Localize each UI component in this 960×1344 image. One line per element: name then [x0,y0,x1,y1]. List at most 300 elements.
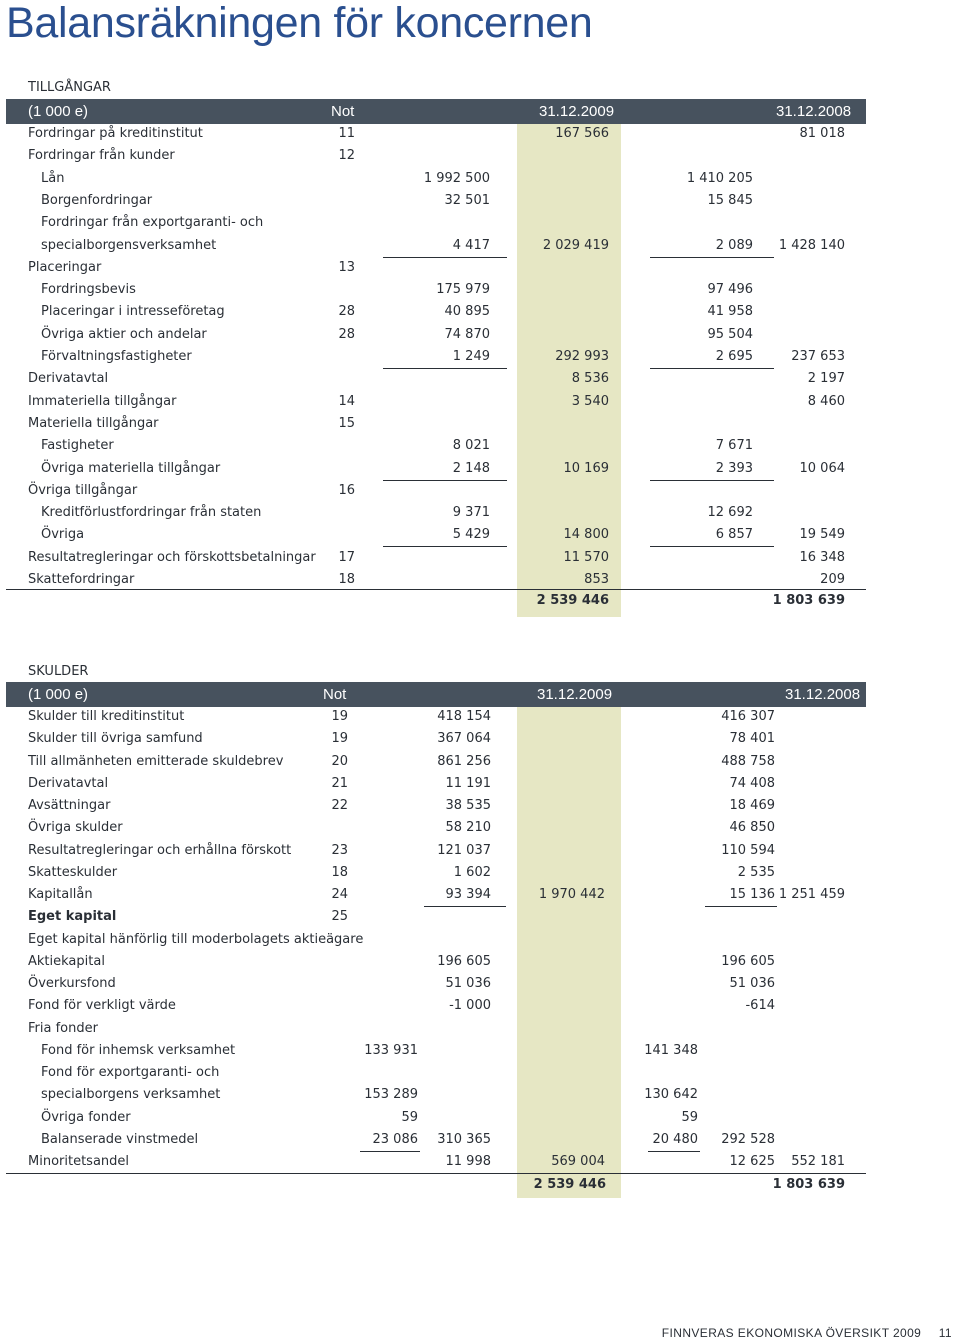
row-value-d [745,795,845,817]
row-note: 22 [331,798,348,813]
row-value-d [745,145,845,167]
row-note [315,235,355,257]
row-value-d [745,773,845,795]
row-label: Fordringar från kunder [28,148,175,164]
row-value-a: 58 210 [445,820,491,836]
row-value-d [745,1018,845,1040]
row-value-d [745,840,845,862]
row-value-a [390,391,490,413]
row-note: 13 [338,259,355,275]
row-value-d [745,951,845,973]
table-row [0,368,960,390]
row-value-a [391,1062,491,1084]
row-label: Fria fonder [28,1020,98,1036]
row-value-b [505,795,605,817]
row-note: 19 [331,709,348,724]
row-value-b [505,1062,605,1084]
row-label: Materiella tillgångar [28,415,159,431]
row-value-b: 1 970 442 [538,887,605,902]
row-value-a: 93 394 [445,887,491,902]
assets-header-note: Not [331,103,355,120]
table-row [0,524,960,546]
table-row [0,1129,960,1151]
row-label: Placeringar i intresseföretag [41,304,225,320]
row-value-e: 59 [401,1109,418,1125]
row-label: Skatteskulder [28,864,118,880]
row-note: 17 [338,549,355,565]
liabilities-header-2008: 31.12.2008 [785,686,861,703]
row-value-a [391,1018,491,1040]
page-footer [662,1326,952,1340]
row-value-b: 569 004 [551,1154,605,1169]
row-value-d [745,190,845,212]
row-value-d: 237 653 [791,349,845,364]
row-note [315,435,355,457]
row-value-c: 41 958 [707,304,753,320]
row-note: 12 [338,148,355,164]
row-value-b: 292 993 [555,349,609,364]
row-note: 11 [338,126,355,141]
row-value-a: 1 602 [453,864,491,880]
row-label: Förvaltningsfastigheter [41,349,192,364]
row-label: Eget kapital [28,909,117,925]
table-row [0,817,960,839]
row-value-b: 853 [584,572,609,587]
row-note: 14 [338,393,355,409]
row-value-b [505,1084,605,1106]
row-value-c: 15 845 [707,192,753,208]
row-label: Övriga skulder [28,820,123,836]
table-row [0,413,960,435]
table-row [0,145,960,167]
table-row [0,435,960,457]
row-value-b [505,1129,605,1151]
table-row [0,391,960,413]
row-label: Fond för inhemsk verksamhet [41,1042,236,1058]
row-value-a [390,145,490,167]
assets-total-row [0,590,960,612]
row-value-a: 1 249 [452,349,490,364]
row-value-f: 59 [681,1109,698,1125]
row-value-b [509,324,609,346]
row-label: Fastigheter [41,438,114,454]
row-value-b [509,212,609,234]
row-value-a [390,569,490,591]
row-value-d [745,1062,845,1084]
row-value-b [509,145,609,167]
row-note: 23 [331,842,348,858]
row-value-d [745,279,845,301]
table-row [0,906,960,928]
row-value-d [745,413,845,435]
row-value-d [745,817,845,839]
row-label: specialborgens verksamhet [41,1087,221,1103]
row-value-a: 4 417 [452,237,490,253]
row-value-a: 40 895 [444,304,490,320]
table-row [0,1151,960,1173]
row-value-c: 12 625 [729,1154,775,1169]
liabilities-header-2009: 31.12.2009 [537,686,613,703]
row-label: Fordringsbevis [41,282,136,298]
table-row [0,346,960,368]
table-row [0,884,960,906]
row-value-a [390,368,490,390]
row-label: Minoritetsandel [28,1154,130,1169]
row-value-d [745,1129,845,1151]
row-value-c: 78 401 [729,731,775,747]
table-row [0,1062,960,1084]
row-value-c: 12 692 [707,505,753,521]
row-value-c [653,391,753,413]
page-title: Balansräkningen för koncernen [6,0,593,47]
row-value-c: 2 393 [715,460,753,476]
row-value-a [391,1084,491,1106]
row-note: 28 [338,326,355,342]
row-value-b: 11 570 [563,549,609,565]
row-note [315,368,355,390]
row-value-a: 11 191 [445,775,491,791]
row-value-b [505,906,605,928]
row-label: Överkursfond [28,976,116,991]
table-row [0,929,960,951]
row-label: Övriga aktier och andelar [41,326,207,342]
row-label: Skattefordringar [28,572,135,587]
row-value-a: 196 605 [437,953,491,969]
row-value-c: 15 136 [729,887,775,902]
row-value-b [505,751,605,773]
row-value-b [505,1018,605,1040]
row-note: 28 [338,304,355,320]
row-value-b [509,502,609,524]
row-note [315,502,355,524]
row-value-a [390,480,490,502]
row-value-d: 1 251 459 [778,887,845,902]
table-row [0,123,960,145]
row-value-f: 130 642 [644,1087,698,1103]
table-row [0,973,960,995]
row-value-b [509,435,609,457]
row-value-c: 2 089 [715,237,753,253]
liabilities-section-label: SKULDER [28,664,89,679]
table-row [0,279,960,301]
row-value-b [509,190,609,212]
row-label: Övriga tillgångar [28,482,138,498]
row-value-c: 110 594 [721,842,775,858]
row-value-c [653,145,753,167]
row-label: Skulder till övriga samfund [28,731,203,747]
row-value-a: 175 979 [436,282,490,298]
row-value-d [745,906,845,928]
row-value-d [745,1040,845,1062]
table-row [0,728,960,750]
row-value-c: 95 504 [707,326,753,342]
row-value-b [505,706,605,728]
row-value-a: 11 998 [445,1154,491,1169]
row-label: Lån [41,170,65,186]
row-value-c: 18 469 [729,798,775,813]
row-value-d: 8 460 [807,393,845,409]
liabilities-header-bar [6,682,866,707]
table-row [0,569,960,591]
row-note: 15 [338,415,355,431]
table-row [0,1040,960,1062]
row-value-c: 2 695 [715,349,753,364]
row-value-a [391,929,491,951]
row-label: Eget kapital hänförlig till moderbolagets aktieägare [28,931,364,947]
row-value-d: 19 549 [799,527,845,543]
row-value-a: -1 000 [449,998,491,1014]
row-value-d [745,480,845,502]
row-value-b [505,1040,605,1062]
table-row [0,840,960,862]
row-value-b [509,257,609,279]
row-label: Immateriella tillgångar [28,393,177,409]
row-value-d [745,502,845,524]
row-value-d: 81 018 [799,126,845,141]
table-row [0,324,960,346]
row-value-c: 416 307 [721,709,775,724]
row-value-c: 2 535 [737,864,775,880]
row-value-e: 23 086 [372,1131,418,1147]
row-value-d [745,929,845,951]
liabilities-header-note: Not [323,686,347,703]
row-value-b [509,279,609,301]
row-value-c [653,480,753,502]
row-value-d [745,212,845,234]
row-value-a: 2 148 [452,460,490,476]
assets-header-bar [6,99,866,124]
row-value-b [509,480,609,502]
row-note [315,458,355,480]
row-value-a: 38 535 [445,798,491,813]
row-value-a: 32 501 [444,192,490,208]
row-value-a: 8 021 [452,438,490,454]
row-note: 16 [338,482,355,498]
row-value-b [505,929,605,951]
row-value-a [391,1040,491,1062]
row-value-d [745,995,845,1017]
page-number: 11 [938,1326,952,1340]
row-label: Till allmänheten emitterade skuldebrev [28,753,284,769]
assets-total-2009: 2 539 446 [536,593,609,608]
table-row [0,995,960,1017]
row-note: 18 [331,864,348,880]
liabilities-total-row [0,1174,960,1196]
row-value-b [505,1107,605,1129]
row-value-b [505,840,605,862]
assets-total-2008: 1 803 639 [772,593,845,608]
row-value-d: 10 064 [799,460,845,476]
table-row [0,168,960,190]
row-note [315,168,355,190]
table-row [0,706,960,728]
row-value-d [745,706,845,728]
row-label: Kapitallån [28,887,93,902]
row-value-d: 2 197 [807,371,845,387]
row-label: Derivatavtal [28,775,109,791]
row-value-a [391,1107,491,1129]
row-label: Borgenfordringar [41,192,153,208]
row-note [315,524,355,546]
table-row [0,795,960,817]
table-row [0,862,960,884]
row-value-b [505,817,605,839]
row-label: Skulder till kreditinstitut [28,709,185,724]
row-value-b [505,773,605,795]
row-value-a [390,212,490,234]
table-row [0,751,960,773]
row-label: Aktiekapital [28,953,105,969]
row-value-c: 74 408 [729,775,775,791]
liabilities-header-unit: (1 000 e) [28,686,89,703]
row-value-c [653,569,753,591]
row-value-d [745,1084,845,1106]
row-note: 18 [338,572,355,587]
row-value-c: 292 528 [721,1131,775,1147]
row-label: Resultatregleringar och erhållna förskott [28,842,292,858]
row-note: 25 [331,909,348,925]
row-value-d [745,973,845,995]
row-note [315,212,355,234]
row-label: Resultatregleringar och förskottsbetalningar [28,549,316,565]
row-value-a: 367 064 [437,731,491,747]
row-label: Avsättningar [28,798,111,813]
table-row [0,480,960,502]
row-label: Derivatavtal [28,371,109,387]
row-value-a: 310 365 [437,1131,491,1147]
row-value-b: 14 800 [563,527,609,543]
row-value-c: 6 857 [715,527,753,543]
table-row [0,1018,960,1040]
row-label: Balanserade vinstmedel [41,1131,199,1147]
row-note: 20 [331,753,348,769]
table-row [0,547,960,569]
row-value-a: 418 154 [437,709,491,724]
row-label: Fordringar på kreditinstitut [28,126,203,141]
row-value-c: 46 850 [729,820,775,836]
row-value-b: 167 566 [555,126,609,141]
row-value-b [505,951,605,973]
row-value-d: 1 428 140 [778,237,845,253]
row-value-c: 196 605 [721,953,775,969]
row-value-b [505,973,605,995]
row-value-d [745,301,845,323]
row-value-d: 209 [820,572,845,587]
assets-header-2009: 31.12.2009 [539,103,615,120]
row-value-a: 9 371 [452,505,490,521]
table-row [0,1107,960,1129]
row-value-a [390,257,490,279]
row-value-a: 861 256 [437,753,491,769]
row-value-b: 3 540 [571,393,609,409]
footer-text: FINNVERAS EKONOMISKA ÖVERSIKT 2009 [661,1326,922,1340]
row-value-c: 51 036 [729,976,775,991]
row-value-c [653,368,753,390]
row-note: 19 [331,731,348,747]
table-row [0,190,960,212]
row-value-b [505,995,605,1017]
row-value-a: 121 037 [437,842,491,858]
row-value-e: 133 931 [364,1042,418,1058]
row-value-c: 7 671 [715,438,753,454]
row-value-b: 10 169 [563,460,609,476]
row-value-a [391,906,491,928]
row-value-d: 552 181 [791,1154,845,1169]
table-row [0,773,960,795]
row-value-b [505,728,605,750]
row-label: Kreditförlustfordringar från staten [41,505,262,521]
row-label: Fordringar från exportgaranti- och [41,215,264,231]
row-value-a: 51 036 [445,976,491,991]
row-value-c: 1 410 205 [686,170,753,186]
row-value-c [653,212,753,234]
row-value-d [745,435,845,457]
row-value-a: 74 870 [444,326,490,342]
row-value-f: 141 348 [644,1042,698,1058]
row-value-d [745,168,845,190]
table-row [0,257,960,279]
table-row [0,1084,960,1106]
row-value-d: 16 348 [799,549,845,565]
row-value-d [745,728,845,750]
row-value-d [745,257,845,279]
table-row [0,301,960,323]
assets-header-2008: 31.12.2008 [776,103,852,120]
assets-section-label: TILLGÅNGAR [28,80,111,95]
row-value-a: 5 429 [452,527,490,543]
row-value-c: 488 758 [721,753,775,769]
row-value-b [509,413,609,435]
row-value-a: 1 992 500 [423,170,490,186]
row-value-a [390,413,490,435]
row-note: 24 [331,887,348,902]
row-value-c [653,123,753,145]
row-value-d [745,1107,845,1129]
row-value-b: 2 029 419 [542,237,609,253]
row-note [315,190,355,212]
row-value-d [745,324,845,346]
row-label: Fond för verkligt värde [28,998,176,1014]
row-label: Övriga [41,527,85,543]
table-row [0,458,960,480]
row-value-c [653,413,753,435]
row-value-f: 20 480 [652,1131,698,1147]
row-value-c: -614 [745,998,775,1014]
row-note [315,346,355,368]
row-label: Övriga materiella tillgångar [41,460,221,476]
row-value-a [390,547,490,569]
liabilities-total-2009: 2 539 446 [533,1177,606,1192]
row-value-c [653,547,753,569]
row-label: specialborgensverksamhet [41,237,217,253]
assets-header-unit: (1 000 e) [28,103,89,120]
row-value-b: 8 536 [571,371,609,387]
liabilities-total-2008: 1 803 639 [772,1177,845,1192]
table-row [0,235,960,257]
row-label: Fond för exportgaranti- och [41,1065,220,1080]
table-row [0,502,960,524]
row-value-b [509,168,609,190]
row-note: 21 [331,775,348,791]
table-row [0,951,960,973]
row-label: Övriga fonder [41,1109,131,1125]
row-value-a [390,123,490,145]
row-label: Placeringar [28,259,102,275]
row-note [315,279,355,301]
row-value-b [509,301,609,323]
row-value-d [745,751,845,773]
table-row [0,212,960,234]
